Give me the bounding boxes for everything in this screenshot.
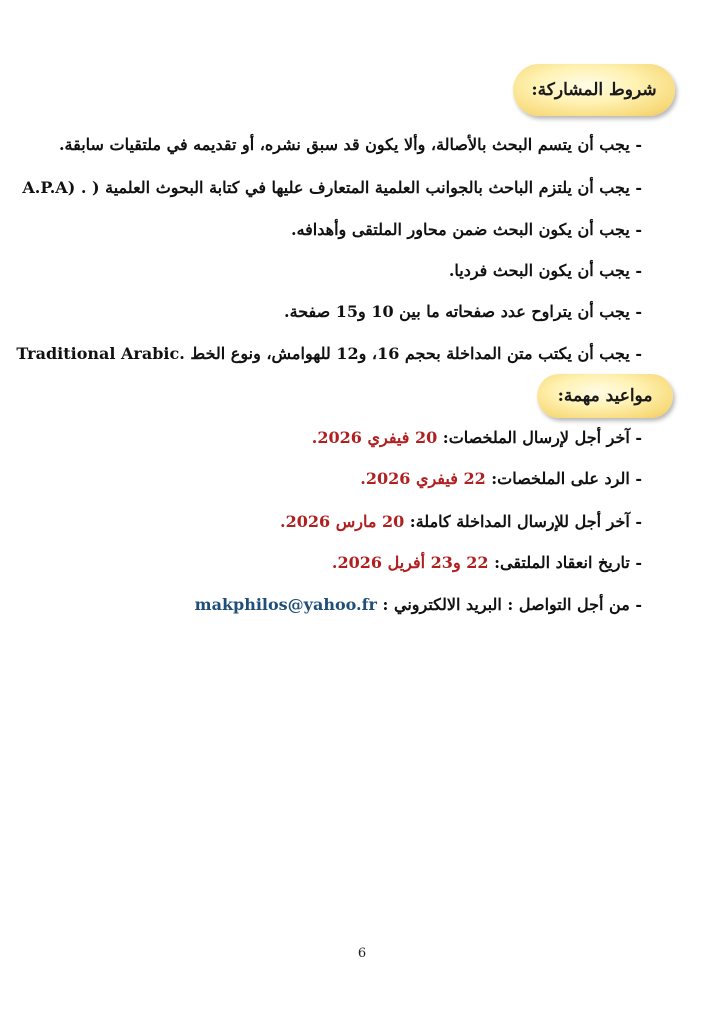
condition-font xyxy=(16,342,642,366)
font-name: Traditional Arabic. xyxy=(16,344,185,363)
participation-conditions-heading xyxy=(513,64,675,116)
condition-axes xyxy=(291,218,642,242)
heading-text: شروط المشاركة: xyxy=(531,80,657,100)
contact-label: - من أجل التواصل : البريد الالكتروني : xyxy=(382,595,642,614)
condition-originality xyxy=(59,133,642,157)
date-value: 20 مارس 2026. xyxy=(280,512,405,531)
important-dates-heading xyxy=(537,374,673,418)
heading-text: مواعيد مهمة: xyxy=(557,386,653,406)
page-number: 6 xyxy=(357,946,367,961)
condition-text: - يجب أن يكتب متن المداخلة بحجم 16، و12 للهوامش، ونوع الخط xyxy=(190,344,642,363)
date-full-paper-deadline xyxy=(280,510,642,534)
apa-reference: A.P.A) . xyxy=(22,178,87,197)
condition-text: - يجب أن يلتزم الباحث بالجوانب العلمية المتعارف عليها في كتابة البحوث العلمية ( xyxy=(91,178,642,197)
date-abstract-deadline xyxy=(312,426,642,450)
condition-text: - يجب أن يكون البحث فرديا. xyxy=(448,261,642,280)
date-conference xyxy=(332,551,642,575)
date-value: 22 و23 أفريل 2026. xyxy=(331,553,489,572)
condition-text: - يجب أن يكون البحث ضمن محاور الملتقى وأهدافه. xyxy=(291,220,642,239)
date-value: 20 فيفري 2026. xyxy=(311,428,438,447)
condition-scientific-standards xyxy=(22,176,642,200)
date-value: 22 فيفري 2026. xyxy=(360,469,486,488)
contact-email-link[interactable]: makphilos@yahoo.fr xyxy=(194,595,377,614)
date-label: - الرد على الملخصات: xyxy=(485,469,642,488)
contact-line xyxy=(195,593,642,617)
condition-individual xyxy=(449,259,642,283)
condition-text: - يجب أن يتسم البحث بالأصالة، وألا يكون قد سبق نشره، أو تقديمه في ملتقيات سابقة. xyxy=(58,135,642,154)
condition-page-count xyxy=(284,300,642,324)
date-label: - تاريخ انعقاد الملتقى: xyxy=(488,553,642,572)
date-label: - آخر أجل لإرسال الملخصات: xyxy=(437,428,642,447)
date-label: - آخر أجل للإرسال المداخلة كاملة: xyxy=(404,512,642,531)
date-abstract-response xyxy=(360,467,642,491)
condition-text: - يجب أن يتراوح عدد صفحاته ما بين 10 و15 صفحة. xyxy=(284,302,642,321)
